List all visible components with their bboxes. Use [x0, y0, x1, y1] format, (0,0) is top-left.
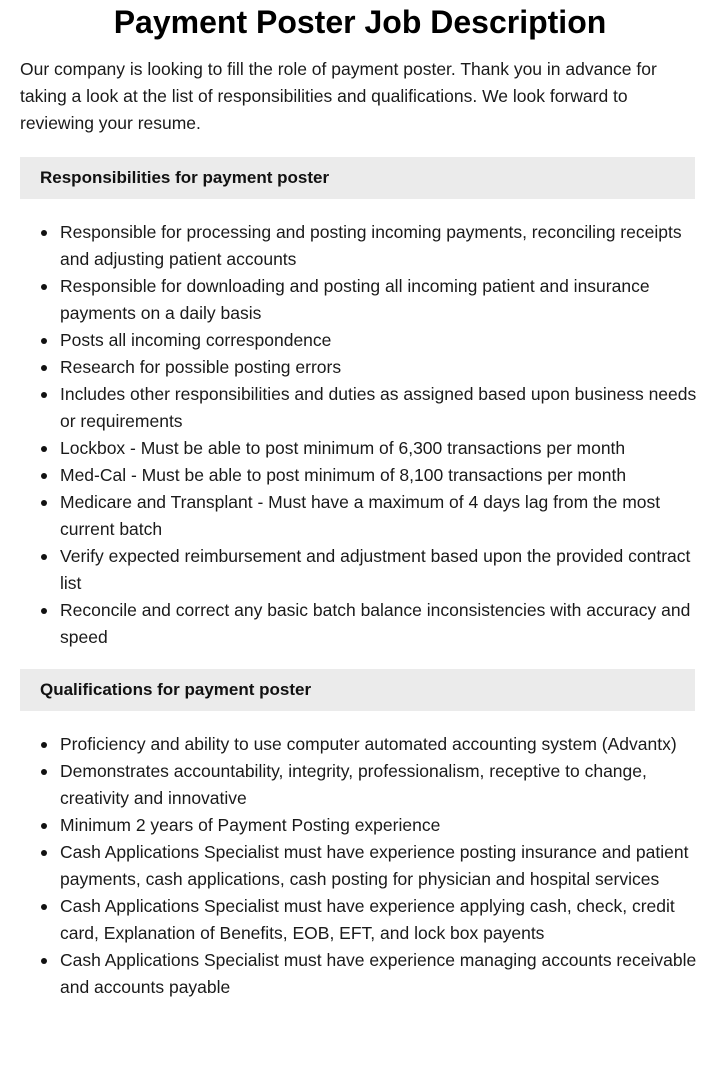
- list-item: [0, 462, 720, 489]
- list-item-text: Lockbox - Must be able to post minimum of 6,300 transactions per month: [60, 438, 626, 458]
- bullet-icon: [41, 850, 47, 856]
- responsibilities-heading: Responsibilities for payment poster: [20, 157, 695, 199]
- bullet-icon: [41, 392, 47, 398]
- bullet-icon: [41, 500, 47, 506]
- list-item: [0, 273, 720, 327]
- list-item: [0, 327, 720, 354]
- list-item-text: Proficiency and ability to use computer automated accounting system (Advantx): [60, 734, 677, 754]
- bullet-icon: [41, 608, 47, 614]
- list-item-text: Verify expected reimbursement and adjustment based upon the provided contract list: [60, 546, 691, 593]
- bullet-icon: [41, 230, 47, 236]
- bullet-icon: [41, 742, 47, 748]
- bullet-icon: [41, 365, 47, 371]
- list-item-text: Medicare and Transplant - Must have a maximum of 4 days lag from the most current batch: [60, 492, 661, 539]
- list-item: [0, 435, 720, 462]
- list-item-text: Posts all incoming correspondence: [60, 330, 332, 350]
- list-item-text: Cash Applications Specialist must have experience managing accounts receivable and accounts payable: [60, 950, 697, 997]
- list-item-text: Cash Applications Specialist must have experience posting insurance and patient payments, cash applications, cash posting for physician and hospital services: [60, 842, 689, 889]
- responsibilities-list: [0, 219, 720, 651]
- bullet-icon: [41, 958, 47, 964]
- list-item: [0, 758, 720, 812]
- list-item: [0, 812, 720, 839]
- bullet-icon: [41, 769, 47, 775]
- bullet-icon: [41, 338, 47, 344]
- intro-paragraph: Our company is looking to fill the role of payment poster. Thank you in advance for taking a look at the list of responsibilities and qualifications. We look forward to reviewing your resume.: [20, 59, 657, 133]
- bullet-icon: [41, 904, 47, 910]
- list-item: [0, 597, 720, 651]
- list-item: [0, 893, 720, 947]
- list-item: [0, 731, 720, 758]
- qualifications-heading: Qualifications for payment poster: [20, 669, 695, 711]
- list-item: [0, 489, 720, 543]
- list-item: [0, 219, 720, 273]
- list-item-text: Research for possible posting errors: [60, 357, 342, 377]
- qualifications-list: [0, 731, 720, 1001]
- list-item-text: Responsible for processing and posting incoming payments, reconciling receipts and adjusting patient accounts: [60, 222, 682, 269]
- list-item-text: Med-Cal - Must be able to post minimum of 8,100 transactions per month: [60, 465, 627, 485]
- list-item: [0, 947, 720, 1001]
- bullet-icon: [41, 284, 47, 290]
- bullet-icon: [41, 554, 47, 560]
- bullet-icon: [41, 473, 47, 479]
- list-item-text: Minimum 2 years of Payment Posting experience: [60, 815, 441, 835]
- list-item-text: Cash Applications Specialist must have experience applying cash, check, credit card, Explanation of Benefits, EOB, EFT, and lock box payents: [60, 896, 675, 943]
- list-item-text: Responsible for downloading and posting all incoming patient and insurance payments on a daily basis: [60, 276, 650, 323]
- page-title: Payment Poster Job Description: [113, 4, 607, 40]
- bullet-icon: [41, 823, 47, 829]
- list-item-text: Demonstrates accountability, integrity, professionalism, receptive to change, creativity and innovative: [60, 761, 647, 808]
- list-item-text: Reconcile and correct any basic batch balance inconsistencies with accuracy and speed: [60, 600, 691, 647]
- list-item: [0, 839, 720, 893]
- bullet-icon: [41, 446, 47, 452]
- list-item: [0, 543, 720, 597]
- list-item: [0, 381, 720, 435]
- list-item-text: Includes other responsibilities and duties as assigned based upon business needs or requirements: [60, 384, 697, 431]
- list-item: [0, 354, 720, 381]
